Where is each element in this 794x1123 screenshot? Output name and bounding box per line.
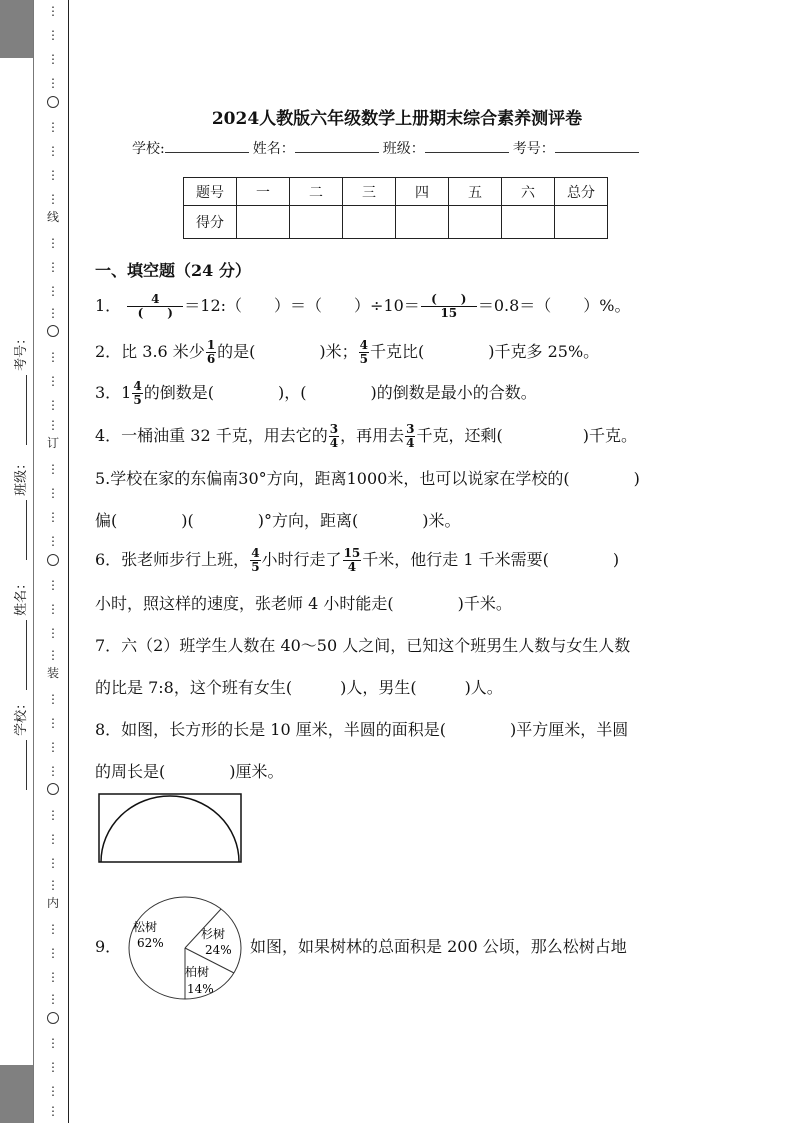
numerator: 1 [206,338,216,352]
fraction [421,293,477,320]
score-cell[interactable] [449,206,502,239]
numerator: 4 [359,338,369,352]
class-label: 班级： [382,141,425,157]
section-title: 一、填空题（24 分） [95,261,251,280]
fraction [329,423,339,450]
bottom-gray-tab [0,1065,33,1123]
denominator: 15 [440,306,458,320]
score-table-header-row [184,178,608,206]
name-label: 姓名： [252,141,295,157]
question-8-line-2: 的周长是( )厘米。 [95,762,284,781]
question-3 [95,380,537,407]
score-table [183,177,608,239]
binding-circle-icon [47,325,59,337]
pie-label-shanshu: 杉树 [201,927,226,941]
score-header-cell: 四 [396,178,449,206]
denominator: 6 [206,352,216,366]
fraction [343,547,362,574]
score-cell[interactable] [290,206,343,239]
fraction [132,380,142,407]
xuexiao-underline [16,740,27,790]
question-text: 的倒数是( )，( )的倒数是最小的合数。 [143,383,537,402]
numerator: 3 [329,422,339,436]
school-input-line[interactable] [165,140,249,153]
pie-label-songshu: 松树 [133,920,158,934]
fraction [206,339,216,366]
denominator: 4 [329,436,339,450]
denominator: 4 [406,436,415,450]
fraction [127,293,183,320]
question-5-line-2: 偏( )( )°方向，距离( )米。 [95,511,461,530]
score-header-cell: 题号 [184,178,237,206]
exam-no-input-line[interactable] [555,140,639,153]
question-text: ＝0.8＝（ ）%。 [477,296,631,315]
score-cell[interactable] [396,206,449,239]
score-cell[interactable] [237,206,290,239]
question-8-line-1: 8．如图，长方形的长是 10 厘米，半圆的面积是( )平方厘米，半圆 [95,720,629,739]
denominator: ( ) [137,306,173,320]
name-input-line[interactable] [295,140,379,153]
question-text: 千米，他行走 1 千米需要( ) [362,550,620,569]
score-header-cell: 三 [343,178,396,206]
fraction [250,547,260,574]
score-header-cell: 六 [502,178,555,206]
question-text: 的是( )米； [217,342,358,361]
question-number: 1． [95,296,122,315]
question-text: 小时行走了 [261,550,342,569]
xuexiao-label: 学校： [14,696,29,736]
binding-char-nei: 内 [46,896,59,910]
xingming-field [10,577,29,690]
numerator: ( ) [421,293,477,307]
fraction [359,339,369,366]
denominator: 5 [359,352,369,366]
question-1 [95,293,630,320]
question-6-line-2: 小时，照这样的速度，张老师 4 小时能走( )千米。 [95,594,512,613]
binding-circle-icon [47,554,59,566]
question-text: 2．比 3.6 米少 [95,342,205,361]
numerator: 4 [133,379,142,393]
score-header-cell: 五 [449,178,502,206]
score-cell[interactable] [343,206,396,239]
rectangle-shape [99,794,241,862]
score-header-cell: 总分 [555,178,608,206]
xingming-label: 姓名： [14,576,29,616]
numerator: 15 [343,546,361,560]
score-cell[interactable] [502,206,555,239]
question-4 [95,423,637,450]
question-text: 4．一桶油重 32 千克，用去它的 [95,426,328,445]
score-header-cell: 一 [237,178,290,206]
seal-line [68,0,69,1123]
banji-label: 班级： [14,456,29,496]
numerator: 3 [406,422,415,436]
question-9-text: 如图，如果树林的总面积是 200 公顷，那么松树占地 [250,937,627,956]
pie-value-baishu: 14% [187,982,214,996]
question-7-line-2: 的比是 7:8，这个班有女生( )人，男生( )人。 [95,678,503,697]
school-label: 学校: [132,141,165,157]
question-2 [95,339,599,366]
xingming-underline [16,620,27,690]
numerator: 4 [251,546,260,560]
banji-field [10,457,29,560]
numerator: 4 [127,293,183,307]
binding-circle-icon [47,1012,59,1024]
semicircle-arc [101,796,239,862]
score-cell[interactable] [555,206,608,239]
score-header-cell: 二 [290,178,343,206]
kaohao-underline [16,375,27,445]
banji-underline [16,500,27,560]
question-5-line-1: 5.学校在家的东偏南30°方向，距离1000米，也可以说家在学校的( ) [95,469,640,488]
binding-char-zhuang: 装 [46,666,59,680]
fraction [405,423,415,450]
margin-edge-line [33,0,34,1123]
denominator: 5 [251,560,260,574]
kaohao-label: 考号： [14,331,29,371]
denominator: 4 [347,560,357,574]
score-row-label: 得分 [184,206,237,239]
binding-dots-column: ⋮ ⋮ ⋮ ⋮ ⋮ ⋮ ⋮ ⋮ 线 ⋮ ⋮ ⋮ ⋮ ⋮ ⋮ ⋮ ⋮ 订 ⋮ ⋮ ⋮ ⋮ ⋮ ⋮ ⋮ ⋮ 装 ⋮ ⋮ ⋮ ⋮ ⋮ ⋮ ⋮ ⋮ 内 ⋮ ⋮ ⋮ ⋮ ⋮ ⋮ ⋮ ⋮ [44,0,62,1123]
xuexiao-field [10,697,29,790]
exam-no-label: 考号： [512,141,555,157]
student-info-row [132,138,643,158]
binding-margin [0,0,68,1123]
denominator: 5 [133,393,142,407]
question-text: 6．张老师步行上班， [95,550,250,569]
question-text: 千克比( )千克多 25%。 [370,342,600,361]
pie-value-shanshu: 24% [205,943,232,957]
binding-char-xian: 线 [46,210,59,224]
rectangle-semicircle-figure [98,793,242,863]
binding-circle-icon [47,783,59,795]
kaohao-field [10,332,29,445]
question-text: 千克，还剩( )千克。 [416,426,637,445]
question-text: ＝12:（ ）＝（ ）÷10＝ [184,296,420,315]
class-input-line[interactable] [425,140,509,153]
question-text: ，再用去 [340,426,405,445]
question-text: 3．1 [95,383,132,402]
question-7-line-1: 7．六（2）班学生人数在 40～50 人之间，已知这个班男生人数与女生人数 [95,636,631,655]
tree-pie-chart [127,895,243,1001]
question-6-line-1 [95,547,619,574]
top-gray-tab [0,0,33,58]
score-table-score-row [184,206,608,239]
page-title: 2024人教版六年级数学上册期末综合素养测评卷 [211,109,583,129]
pie-label-baishu: 柏树 [185,965,210,979]
pie-value-songshu: 62% [137,936,164,950]
binding-char-ding: 订 [46,436,59,450]
question-9-number: 9． [95,937,122,956]
